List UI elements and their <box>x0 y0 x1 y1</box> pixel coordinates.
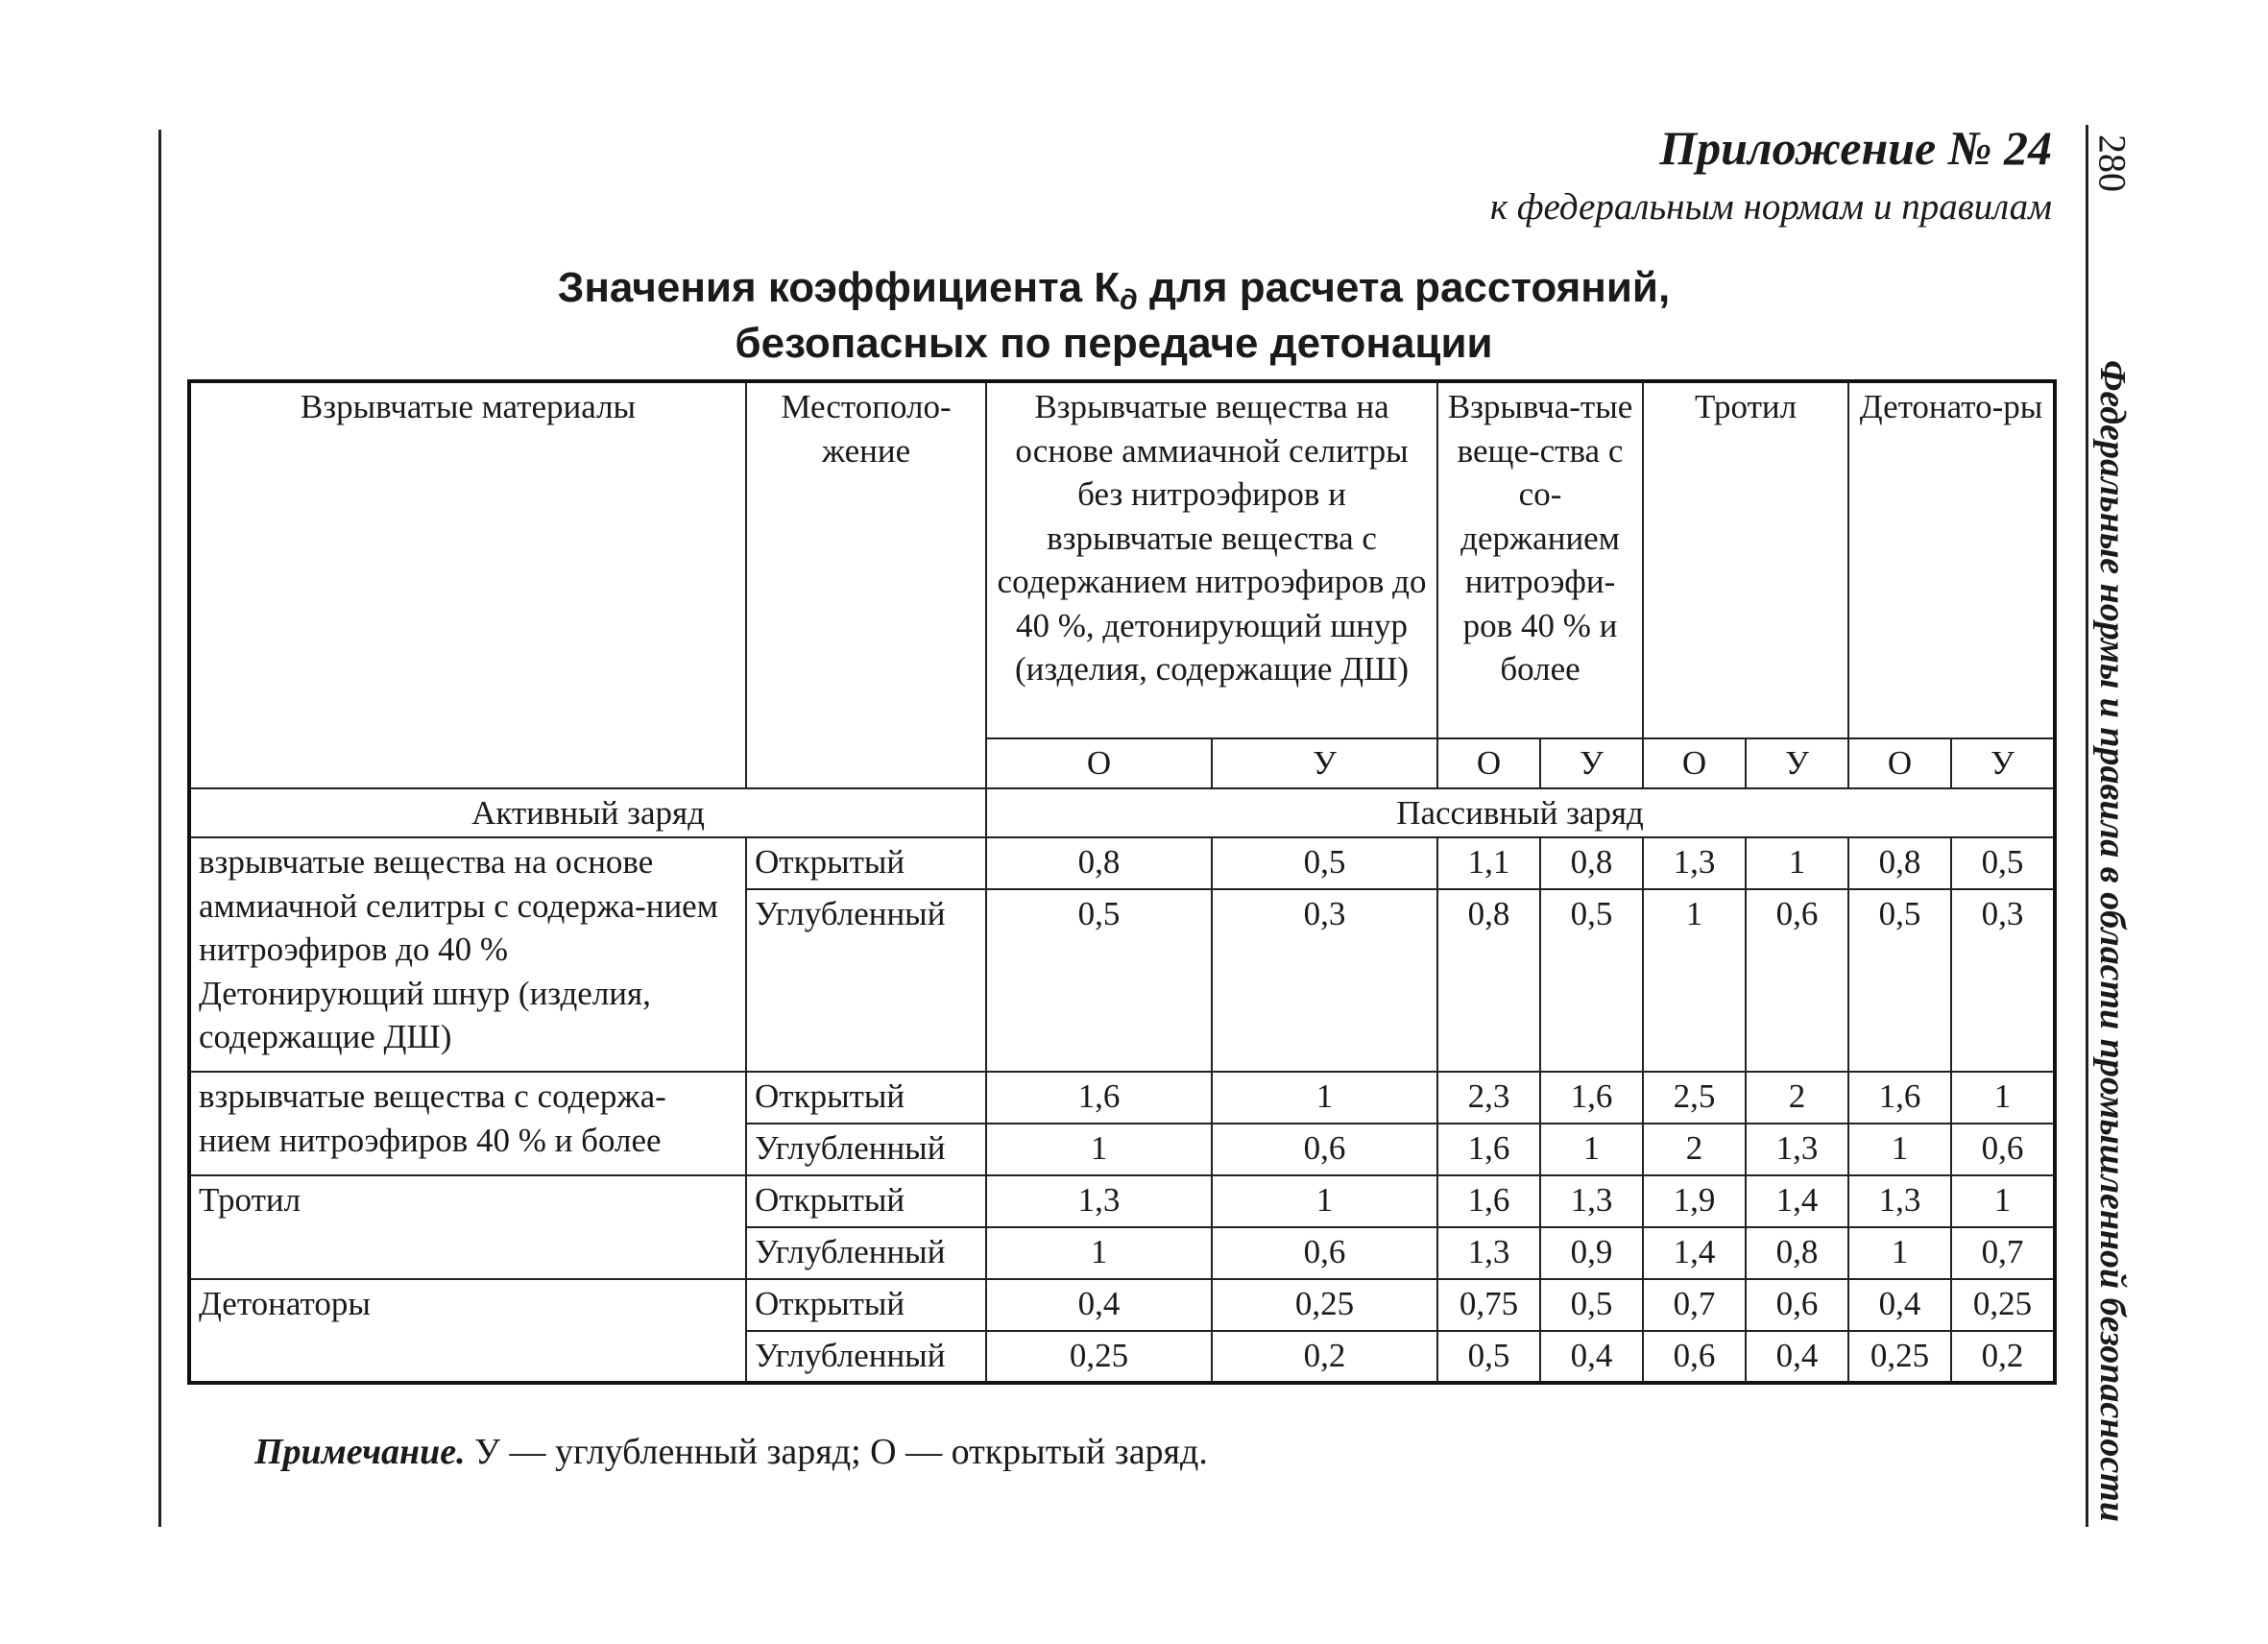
value-cell: 1 <box>1540 1124 1643 1175</box>
value-cell: 1,3 <box>1540 1175 1643 1227</box>
location-cell: Открытый <box>746 1279 986 1331</box>
value-cell: 1 <box>1951 1072 2055 1124</box>
value-cell: 0,4 <box>1540 1331 1643 1383</box>
value-cell: 1,6 <box>1848 1072 1951 1124</box>
value-cell: 0,75 <box>1437 1279 1540 1331</box>
subheader-cell: О <box>986 738 1212 788</box>
value-cell: 0,5 <box>1951 837 2055 889</box>
value-cell: 0,3 <box>1951 889 2055 1072</box>
value-cell: 0,2 <box>1212 1331 1437 1383</box>
material-name-cell: взрывчатые вещества на основе аммиачной селитры с содержа-нием нитроэфиров до 40 % Детонирующий шнур (изделия, содержащие ДШ) <box>189 837 746 1072</box>
value-cell: 0,8 <box>1540 837 1643 889</box>
value-cell: 0,25 <box>1951 1279 2055 1331</box>
table-row <box>189 1279 2055 1331</box>
value-cell: 0,2 <box>1951 1331 2055 1383</box>
subheader-cell: У <box>1212 738 1437 788</box>
appendix-subtitle: к федеральным нормам и правилам <box>1489 186 2052 228</box>
value-cell: 0,8 <box>1848 837 1951 889</box>
value-cell: 0,6 <box>1212 1227 1437 1279</box>
table-title-line-2: безопасных по передаче детонации <box>735 320 1493 367</box>
table-row <box>189 1072 2055 1124</box>
value-cell: 1 <box>986 1227 1212 1279</box>
value-cell: 0,6 <box>1951 1124 2055 1175</box>
value-cell: 0,4 <box>1848 1279 1951 1331</box>
material-name-cell: Детонаторы <box>189 1279 746 1383</box>
value-cell: 0,9 <box>1540 1227 1643 1279</box>
value-cell: 1,4 <box>1746 1175 1848 1227</box>
value-cell: 1,3 <box>1437 1227 1540 1279</box>
left-margin-rule <box>158 130 161 1527</box>
charge-type-row <box>189 788 2055 838</box>
location-cell: Углубленный <box>746 1227 986 1279</box>
location-cell: Углубленный <box>746 889 986 1072</box>
value-cell: 1,6 <box>986 1072 1212 1124</box>
table-row <box>189 837 2055 889</box>
material-name-cell: Тротил <box>189 1175 746 1279</box>
passive-charge-label: Пассивный заряд <box>986 788 2055 838</box>
value-cell: 0,7 <box>1951 1227 2055 1279</box>
value-cell: 0,25 <box>986 1331 1212 1383</box>
value-cell: 2,3 <box>1437 1072 1540 1124</box>
subheader-cell: У <box>1540 738 1643 788</box>
appendix-title: Приложение № 24 <box>1659 121 2052 175</box>
header-nitro: Взрывча-тые веще-ства с со-держанием нитроэфи-ров 40 % и более <box>1437 381 1643 738</box>
value-cell: 0,8 <box>1437 889 1540 1072</box>
value-cell: 1 <box>1746 837 1848 889</box>
footnote: Примечание. У — углубленный заряд; О — открытый заряд. <box>254 1432 1208 1472</box>
subheader-cell: У <box>1746 738 1848 788</box>
value-cell: 0,5 <box>1848 889 1951 1072</box>
header-location: Местополо-жение <box>746 381 986 788</box>
subheader-cell: О <box>1848 738 1951 788</box>
value-cell: 1,3 <box>1746 1124 1848 1175</box>
table-body <box>189 837 2055 1383</box>
value-cell: 1 <box>1643 889 1746 1072</box>
subheader-cell: О <box>1643 738 1746 788</box>
value-cell: 2,5 <box>1643 1072 1746 1124</box>
value-cell: 0,4 <box>986 1279 1212 1331</box>
value-cell: 1,3 <box>986 1175 1212 1227</box>
material-name-cell: взрывчатые вещества с содержа-нием нитроэфиров 40 % и более <box>189 1072 746 1175</box>
header-row <box>189 381 2055 738</box>
value-cell: 1 <box>1951 1175 2055 1227</box>
subheader-cell: У <box>1951 738 2055 788</box>
value-cell: 1,1 <box>1437 837 1540 889</box>
value-cell: 0,5 <box>986 889 1212 1072</box>
value-cell: 1 <box>986 1124 1212 1175</box>
location-cell: Углубленный <box>746 1331 986 1383</box>
location-cell: Открытый <box>746 1175 986 1227</box>
value-cell: 1,6 <box>1437 1124 1540 1175</box>
header-detonators: Детонато-ры <box>1848 381 2055 738</box>
value-cell: 0,5 <box>1540 889 1643 1072</box>
value-cell: 0,6 <box>1212 1124 1437 1175</box>
value-cell: 0,6 <box>1643 1331 1746 1383</box>
active-charge-label: Активный заряд <box>189 788 986 838</box>
value-cell: 0,5 <box>1437 1331 1540 1383</box>
value-cell: 0,8 <box>986 837 1212 889</box>
value-cell: 1,4 <box>1643 1227 1746 1279</box>
value-cell: 0,5 <box>1212 837 1437 889</box>
value-cell: 1 <box>1848 1227 1951 1279</box>
header-ammonium: Взрывчатые вещества на основе аммиачной селитры без нитроэфиров и взрывчатые вещества с содержанием нитроэфиров до 40 %, детонирующий шнур (изделия, содержащие ДШ) <box>986 381 1437 738</box>
value-cell: 0,5 <box>1540 1279 1643 1331</box>
value-cell: 1,3 <box>1643 837 1746 889</box>
value-cell: 1,3 <box>1848 1175 1951 1227</box>
value-cell: 1,6 <box>1437 1175 1540 1227</box>
value-cell: 0,8 <box>1746 1227 1848 1279</box>
value-cell: 2 <box>1643 1124 1746 1175</box>
right-margin-rule <box>2086 125 2088 1527</box>
kd-coefficient-table <box>187 379 2057 1385</box>
location-cell: Открытый <box>746 837 986 889</box>
page-number: 280 <box>2090 134 2135 192</box>
value-cell: 0,4 <box>1746 1331 1848 1383</box>
value-cell: 0,3 <box>1212 889 1437 1072</box>
value-cell: 1 <box>1848 1124 1951 1175</box>
location-cell: Углубленный <box>746 1124 986 1175</box>
value-cell: 2 <box>1746 1072 1848 1124</box>
value-cell: 1,6 <box>1540 1072 1643 1124</box>
value-cell: 1 <box>1212 1175 1437 1227</box>
value-cell: 0,6 <box>1746 1279 1848 1331</box>
table-row <box>189 1175 2055 1227</box>
header-trotyl: Тротил <box>1643 381 1848 738</box>
value-cell: 1 <box>1212 1072 1437 1124</box>
value-cell: 0,25 <box>1848 1331 1951 1383</box>
table-title-line-1: Значения коэффициента Кд для расчета расстояний, <box>557 264 1671 316</box>
value-cell: 0,7 <box>1643 1279 1746 1331</box>
location-cell: Открытый <box>746 1072 986 1124</box>
value-cell: 1,9 <box>1643 1175 1746 1227</box>
value-cell: 0,6 <box>1746 889 1848 1072</box>
subheader-cell: О <box>1437 738 1540 788</box>
value-cell: 0,25 <box>1212 1279 1437 1331</box>
running-title: Федеральные нормы и правила в области промышленной безопасности <box>2092 360 2133 1522</box>
header-materials: Взрывчатые материалы <box>189 381 746 788</box>
